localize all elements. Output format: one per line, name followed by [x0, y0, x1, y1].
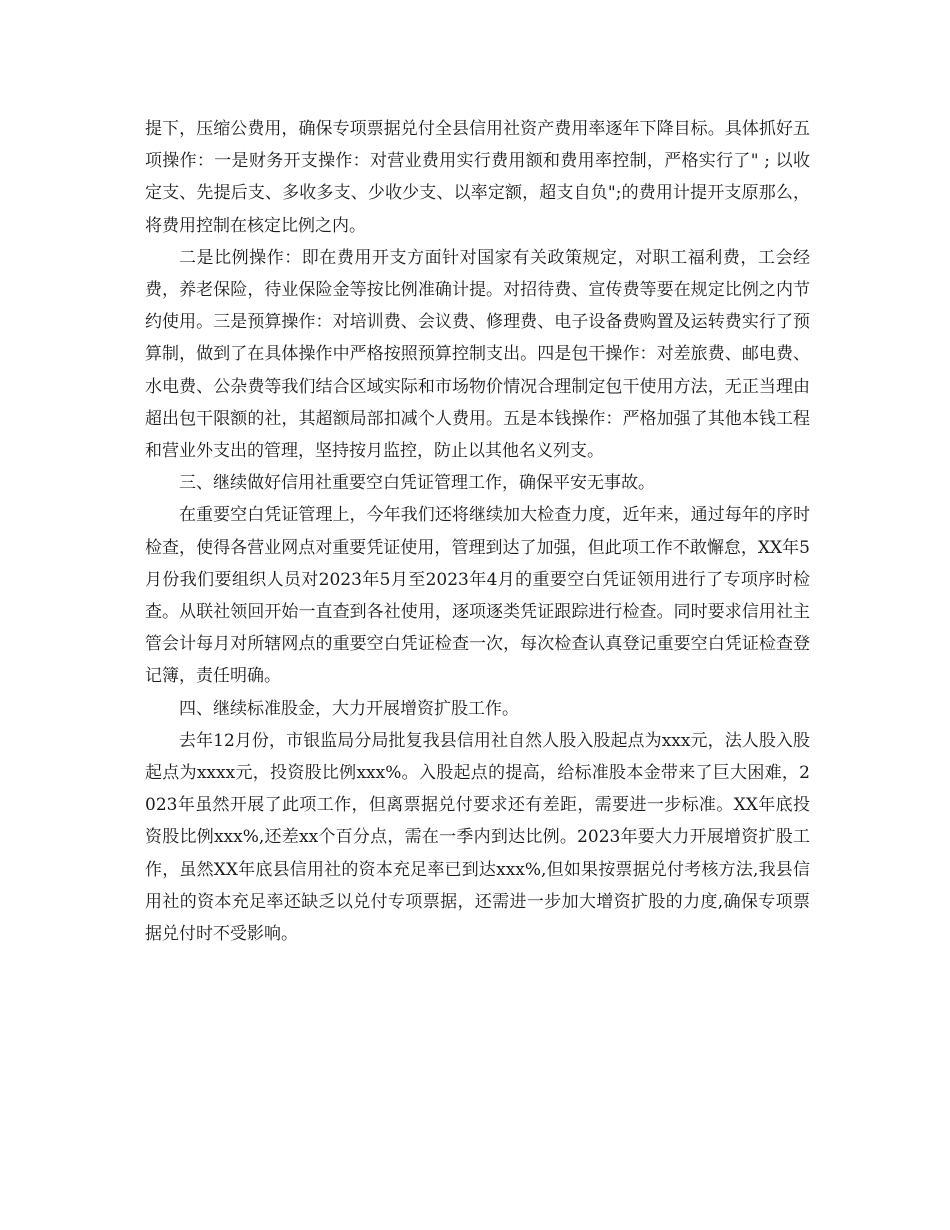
- document-body: [145, 113, 810, 950]
- section-heading-blank-voucher: 三、继续做好信用社重要空白凭证管理工作，确保平安无事故。: [179, 473, 655, 494]
- paragraph-ratio-operation: 二是比例操作：即在费用开支方面针对国家有关政策规定，对职工福利费，工会经费，养老保险，待业保险金等按比例准确计提。对招待费、宣传费等要在规定比例之内节约使用。三是预算操作：对培训费、会议费、修理费、电子设备费购置及运转费实行了预算制，做到了在具体操作中严格按照预算控制支出。四是包干操作：对差旅费、邮电费、水电费、公杂费等我们结合区域实际和市场物价情况合理制定包干使用方法，无正当理由超出包干限额的社，其超额局部扣减个人费用。五是本钱操作：严格加强了其他本钱工程和营业外支出的管理，坚持按月监控，防止以其他名义列支。: [145, 247, 810, 462]
- paragraph-blank-voucher: 在重要空白凭证管理上，今年我们还将继续加大检查力度，近年来，通过每年的序时检查，使得各营业网点对重要凭证使用，管理到达了加强，但此项工作不敢懈怠，XX年5月份我们要组织人员对2023年5月至2023年4月的重要空白凭证领用进行了专项序时检查。从联社领回开始一直查到各社使用，逐项逐类凭证跟踪进行检查。同时要求信用社主管会计每月对所辖网点的重要空白凭证检查一次，每次检查认真登记重要空白凭证检查登记簿，责任明确。: [145, 505, 810, 687]
- section-heading-share-capital: 四、继续标准股金，大力开展增资扩股工作。: [179, 698, 519, 719]
- paragraph-continuation: 提下，压缩公费用，确保专项票据兑付全县信用社资产费用率逐年下降目标。具体抓好五项操作：一是财务开支操作：对营业费用实行费用额和费用率控制，严格实行了" ; 以收定支、先提后支、多收多支、少收少支、以率定额，超支自负";的费用计提开支原那么，将费用控制在核定比例之内。: [145, 119, 810, 236]
- paragraph-share-capital: 去年12月份，市银监局分局批复我县信用社自然人股入股起点为xxx元，法人股入股起点为xxxx元，投资股比例xxx%。入股起点的提高，给标准股本金带来了巨大困难，2023年虽然开展了此项工作，但离票据兑付要求还有差距，需要进一步标准。XX年底投资股比例xxx%,还差xx个百分点，需在一季内到达比例。2023年要大力开展增资扩股工作，虽然XX年底县信用社的资本充足率已到达xxx%,但如果按票据兑付考核方法,我县信用社的资本充足率还缺乏以兑付专项票据，还需进一步加大增资扩股的力度,确保专项票据兑付时不受影响。: [145, 730, 810, 945]
